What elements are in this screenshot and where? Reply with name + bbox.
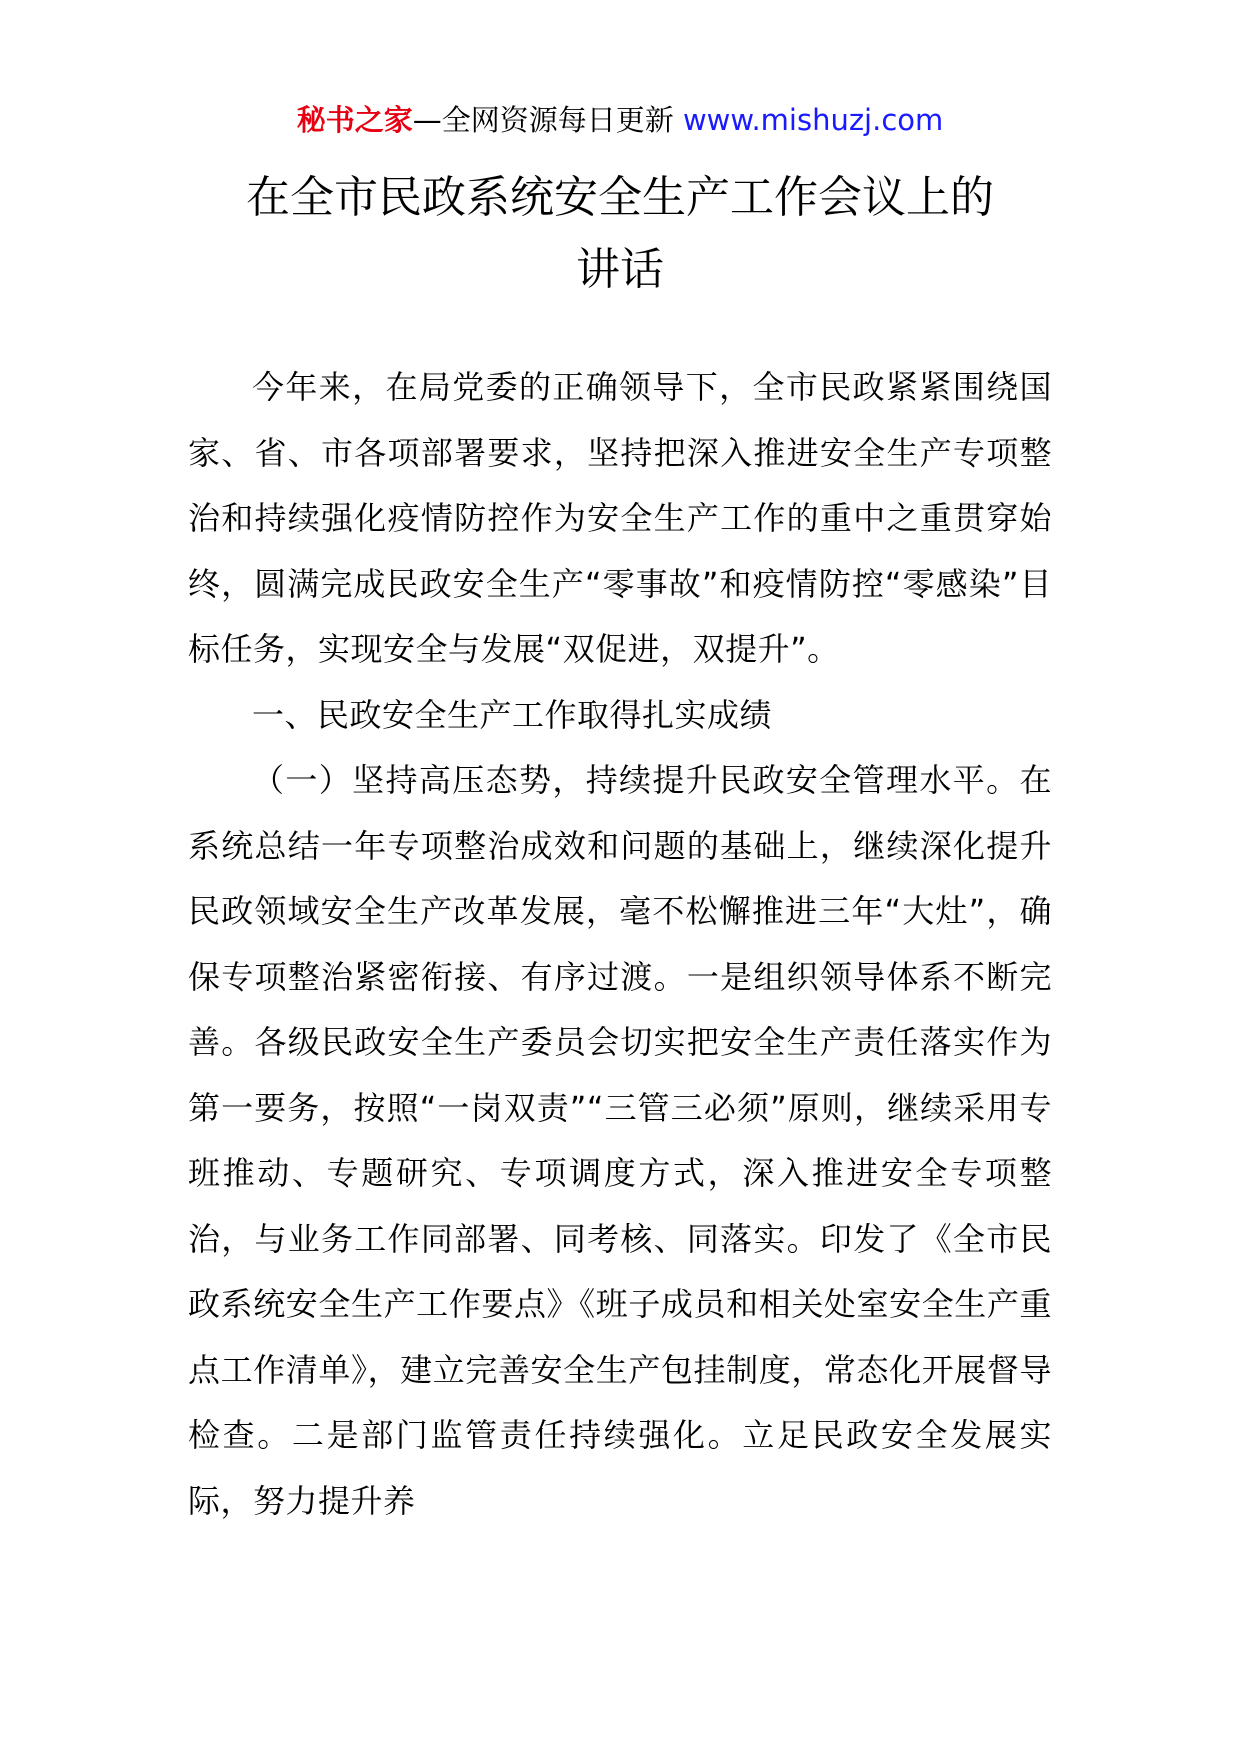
document-title-line-1: 在全市民政系统安全生产工作会议上的 [246, 172, 994, 223]
site-header [0, 100, 1240, 140]
document-title-line-2: 讲话 [576, 244, 664, 295]
document-title [140, 162, 1100, 306]
paragraph-subsection-1: （一）坚持高压态势，持续提升民政安全管理水平。在系统总结一年专项整治成效和问题的基础上，继续深化提升民政领域安全生产改革发展，毫不松懈推进三年“大灶”，确保专项整治紧密衔接、有序过渡。一是组织领导体系不断完善。各级民政安全生产委员会切实把安全生产责任落实作为第一要务，按照“一岗双责”“三管三必须”原则，继续采用专班推动、专题研究、专项调度方式，深入推进安全专项整治，与业务工作同部署、同考核、同落实。印发了《全市民政系统安全生产工作要点》《班子成员和相关处室安全生产重点工作清单》，建立完善安全生产包挂制度，常态化开展督导检查。二是部门监管责任持续强化。立足民政安全发展实际，努力提升养 [188, 761, 1052, 1520]
site-brand: 秘书之家 [296, 103, 413, 137]
site-slogan: —全网资源每日更新 [412, 103, 683, 137]
document-body [188, 355, 1052, 1534]
section-heading-1: 一、民政安全生产工作取得扎实成绩 [252, 695, 773, 734]
paragraph-intro: 今年来，在局党委的正确领导下，全市民政紧紧围绕国家、省、市各项部署要求，坚持把深入推进安全生产专项整治和持续强化疫情防控作为安全生产工作的重中之重贯穿始终，圆满完成民政安全生产“零事故”和疫情防控“零感染”目标任务，实现安全与发展“双促进，双提升”。 [188, 368, 1052, 668]
site-url-link[interactable]: www.mishuzj.com [682, 103, 944, 137]
